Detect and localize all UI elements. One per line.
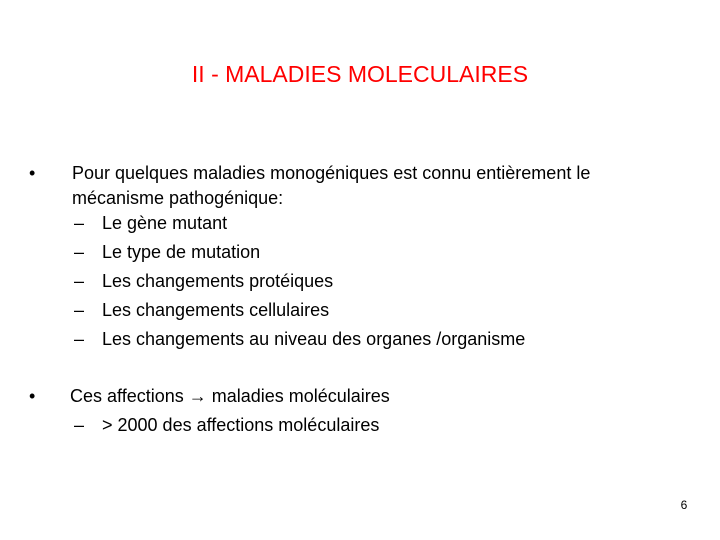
bullet-2-text-line1: Ces affections → maladies moléculaires [70,386,390,406]
bullet-1-text-line2: mécanisme pathogénique: [72,188,284,208]
slide-title: II - MALADIES MOLECULAIRES [191,61,529,87]
bullet-marker: • [29,163,36,183]
sub-item-cellular-changes: Les changements cellulaires [102,300,330,320]
bullet-marker: • [29,386,36,406]
page-number: 6 [680,498,688,512]
sub-item-organ-changes: Les changements au niveau des organes /organisme [102,329,526,349]
sub-item-protein-changes: Les changements protéiques [102,271,334,291]
sub-marker: – [74,329,85,349]
sub-item-gene-mutant: Le gène mutant [102,213,228,233]
sub-item-affections-count: > 2000 des affections moléculaires [102,415,380,435]
sub-marker: – [74,300,85,320]
sub-marker: – [74,271,85,291]
sub-marker: – [74,242,85,262]
sub-marker: – [74,415,85,435]
sub-item-mutation-type: Le type de mutation [102,242,261,262]
sub-marker: – [74,213,85,233]
bullet-1-text-line1: Pour quelques maladies monogéniques est connu entièrement le [72,163,591,183]
